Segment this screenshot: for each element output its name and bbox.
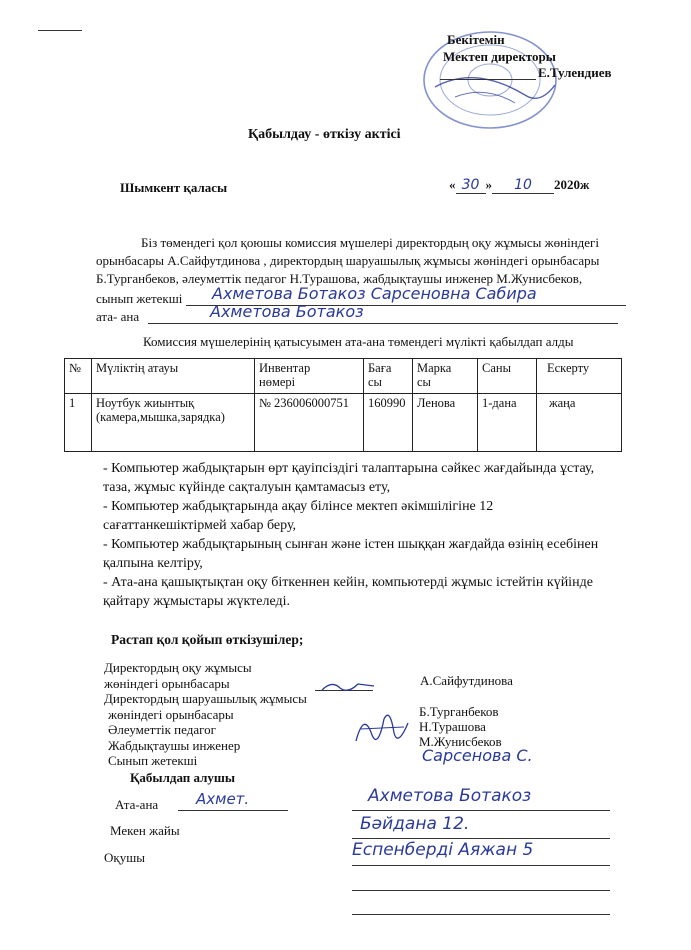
signer-1b: жөніндегі орынбасары [104,675,230,691]
row-inventory: № 236006000751 [255,394,364,452]
header-inventory: Инвентар нөмері [255,359,364,394]
header-qty: Саны [478,359,537,394]
signer-3: Әлеуметтік педагог [108,722,216,737]
receiver-address: Бәйдана 12. [360,814,470,834]
signer-5-handwritten: Сарсенова С. [422,746,533,765]
receiver-student-label: Оқушы [104,850,145,865]
receiver-parent-label: Ата-ана [115,797,159,812]
property-table [64,358,622,452]
row-name: Ноутбук жиынтық (камера,мышка,зарядка) [92,394,255,452]
row-qty: 1-дана [478,394,537,452]
date-line: « 30 » 10 2020ж [449,177,590,193]
approval-role: Мектеп директоры [443,49,556,64]
parent-handwritten: Ахметова Ботакоз [210,302,364,321]
intro-line-3: Б.Турганбеков, әлеуметтік педагог Н.Турашова, жабдықтаушы инженер М.Жунисбеков, [96,271,583,286]
city-label: Шымкент қаласы [120,180,228,195]
signer-4-name: М.Жунисбеков [419,734,502,749]
header-price: Баға сы [364,359,413,394]
receiver-address-line [352,838,610,839]
receiver-parent-name: Ахметова Ботакоз [368,786,532,806]
intro-line-1: Біз төмендегі қол қоюшы комиссия мүшелері директордың оқу жұмысы жөніндегі [141,235,600,250]
parent-label: ата- ана [96,309,140,324]
signature-scribble-icon [350,705,414,753]
rule-1a: - Компьютер жабдықтарын өрт қауіпсіздігі талаптарына сәйкес жағдайында ұстау, [103,461,595,476]
rule-1b: таза, жұмыс күйінде сақталуын қамтамасыз ету, [103,480,391,495]
header-name: Мүліктің атауы [92,359,255,394]
rules-block [103,459,598,611]
signers-labels [104,660,307,769]
rule-3b: қалпына келтіру, [103,556,203,571]
document-title: Қабылдау - өткізу актісі [248,127,401,142]
row-brand: Ленова [413,394,478,452]
signature-mark-icon [318,676,378,696]
teacher-label: сынып жетекші [96,291,183,306]
intro-line-2: орынбасары А.Сайфутдинова , директордың шаруашылық жұмысы жөніндегі орынбасары [96,253,600,268]
table-row [65,394,622,452]
blank-line-1 [352,890,610,891]
signer-4: Жабдықтаушы инженер [108,737,241,753]
date-month: 10 [492,177,554,194]
table-header-row [65,359,622,394]
receiver-student-name: Еспенберді Аяжан 5 [352,840,534,860]
blank-line-2 [352,914,610,915]
signer-2-name: Б.Турганбеков [419,704,499,719]
parent-line [148,323,618,324]
rule-3a: - Компьютер жабдықтарының сынған және істен шыққан жағдайда өзінің есебінен [103,537,599,552]
header-num: № [65,359,92,394]
signer-2a: Директордың шаруашылық жұмысы [104,691,307,706]
signer-2b: жөніндегі орынбасары [108,706,234,722]
receiver-student-line [352,865,610,866]
receiver-parent-sign-line [178,810,288,811]
signers-title: Растап қол қойып өткізушілер; [111,632,304,647]
receiver-address-label: Мекен жайы [110,823,180,838]
top-rule [38,30,82,31]
date-day: 30 [456,177,486,194]
signer-3-name: Н.Турашова [419,719,486,734]
row-num: 1 [65,394,92,452]
signer-1-name: А.Сайфутдинова [420,673,513,688]
header-brand: Марка сы [413,359,478,394]
teacher-handwritten: Ахметова Ботакоз Сарсеновна Сабира [212,284,537,303]
row-note: жаңа [537,394,622,452]
receiver-parent-name-line [352,810,610,811]
receiver-parent-signature: Ахмет. [196,790,250,808]
rule-2b: сағаттанкешіктірмей хабар беру, [103,518,297,533]
receivers-title: Қабылдап алушы [130,770,236,785]
commission-line: Комиссия мүшелерінің қатысуымен ата-ана төмендегі мүлікті қабылдап алды [143,334,574,349]
approval-title: Бекітемін [447,32,505,47]
signer-1a: Директордың оқу жұмысы [104,660,252,675]
signer-5: Сынып жетекші [108,753,198,768]
date-year: 2020ж [554,177,590,192]
approval-name: Е.Тулендиев [538,65,612,80]
rule-4a: - Ата-ана қашықтықтан оқу біткеннен кейін, компьютерді жұмыс істейтін күйінде [103,575,593,590]
header-note: Ескерту [537,359,622,394]
rule-2a: - Компьютер жабдықтарында ақау білінсе мектеп әкімшілігіне 12 [103,499,494,514]
row-price: 160990 [364,394,413,452]
approval-underline [440,79,536,80]
rule-4b: қайтару жұмыстары жүктеледі. [103,594,291,609]
